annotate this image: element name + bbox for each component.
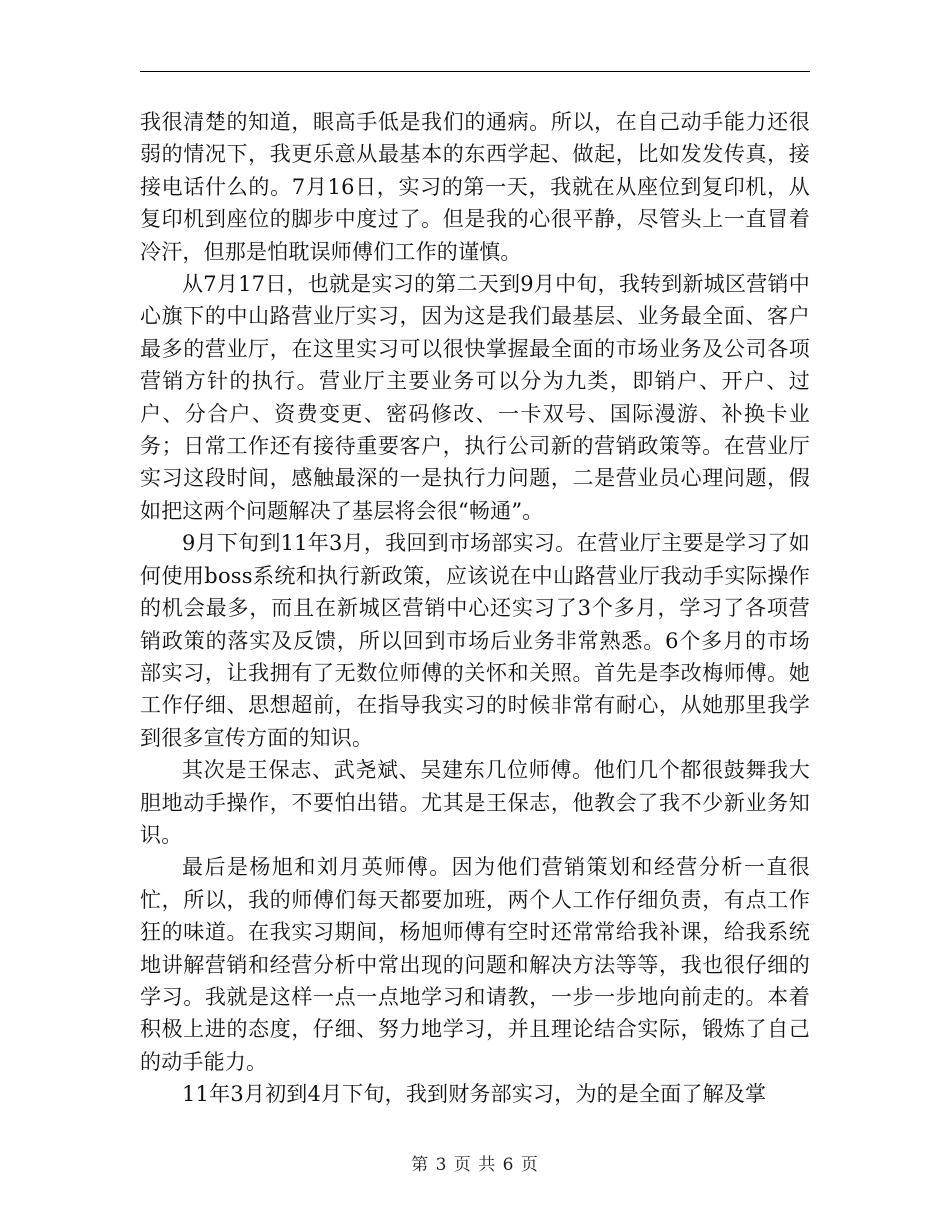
paragraph-1: 我很清楚的知道，眼高手低是我们的通病。所以，在自己动手能力还很弱的情况下，我更乐意从最基本的东西学起、做起，比如发发传真，接接电话什么的。7月16日，实习的第一天，我就在从座位到复印机，从复印机到座位的脚步中度过了。但是我的心很平静，尽管头上一直冒着冷汗，但那是怕耽误师傅们工作的谨慎。 bbox=[140, 110, 810, 264]
body-text bbox=[140, 106, 810, 1111]
paragraph-2: 从7月17日，也就是实习的第二天到9月中旬，我转到新城区营销中心旗下的中山路营业厅实习，因为这是我们最基层、业务最全面、客户最多的营业厅，在这里实习可以很快掌握最全面的市场业务及公司各项营销方针的执行。营业厅主要业务可以分为九类，即销户、开户、过户、分合户、资费变更、密码修改、一卡双号、国际漫游、补换卡业务；日常工作还有接待重要客户，执行公司新的营销政策等。在营业厅实习这段时间，感触最深的一是执行力问题，二是营业员心理问题，假如把这两个问题解决了基层将会很“畅通”。 bbox=[140, 272, 810, 523]
header-rule bbox=[140, 71, 810, 72]
paragraph-6: 11年3月初到4月下旬，我到财务部实习，为的是全面了解及掌 bbox=[182, 1082, 767, 1107]
paragraph-4: 其次是王保志、武尧斌、吴建东几位师傅。他们几个都很鼓舞我大胆地动手操作，不要怕出错。尤其是王保志，他教会了我不少新业务知识。 bbox=[140, 758, 810, 847]
paragraph-3: 9月下旬到11年3月，我回到市场部实习。在营业厅主要是学习了如何使用boss系统和执行新政策，应该说在中山路营业厅我动手实际操作的机会最多，而且在新城区营销中心还实习了3个多月，学习了各项营销政策的落实及反馈，所以回到市场后业务非常熟悉。6个多月的市场部实习，让我拥有了无数位师傅的关怀和关照。首先是李改梅师傅。她工作仔细、思想超前，在指导我实习的时候非常有耐心，从她那里我学到很多宣传方面的知识。 bbox=[140, 531, 810, 750]
paragraph-5: 最后是杨旭和刘月英师傅。因为他们营销策划和经营分析一直很忙，所以，我的师傅们每天都要加班，两个人工作仔细负责，有点工作狂的味道。在我实习期间，杨旭师傅有空时还常常给我补课，给我系统地讲解营销和经营分析中常出现的问题和解决方法等等，我也很仔细的学习。我就是这样一点一点地学习和请教，一步一步地向前走的。本着积极上进的态度，仔细、努力地学习，并且理论结合实际，锻炼了自己的动手能力。 bbox=[140, 855, 810, 1074]
page-number-footer: 第 3 页 共 6 页 bbox=[411, 1155, 539, 1175]
